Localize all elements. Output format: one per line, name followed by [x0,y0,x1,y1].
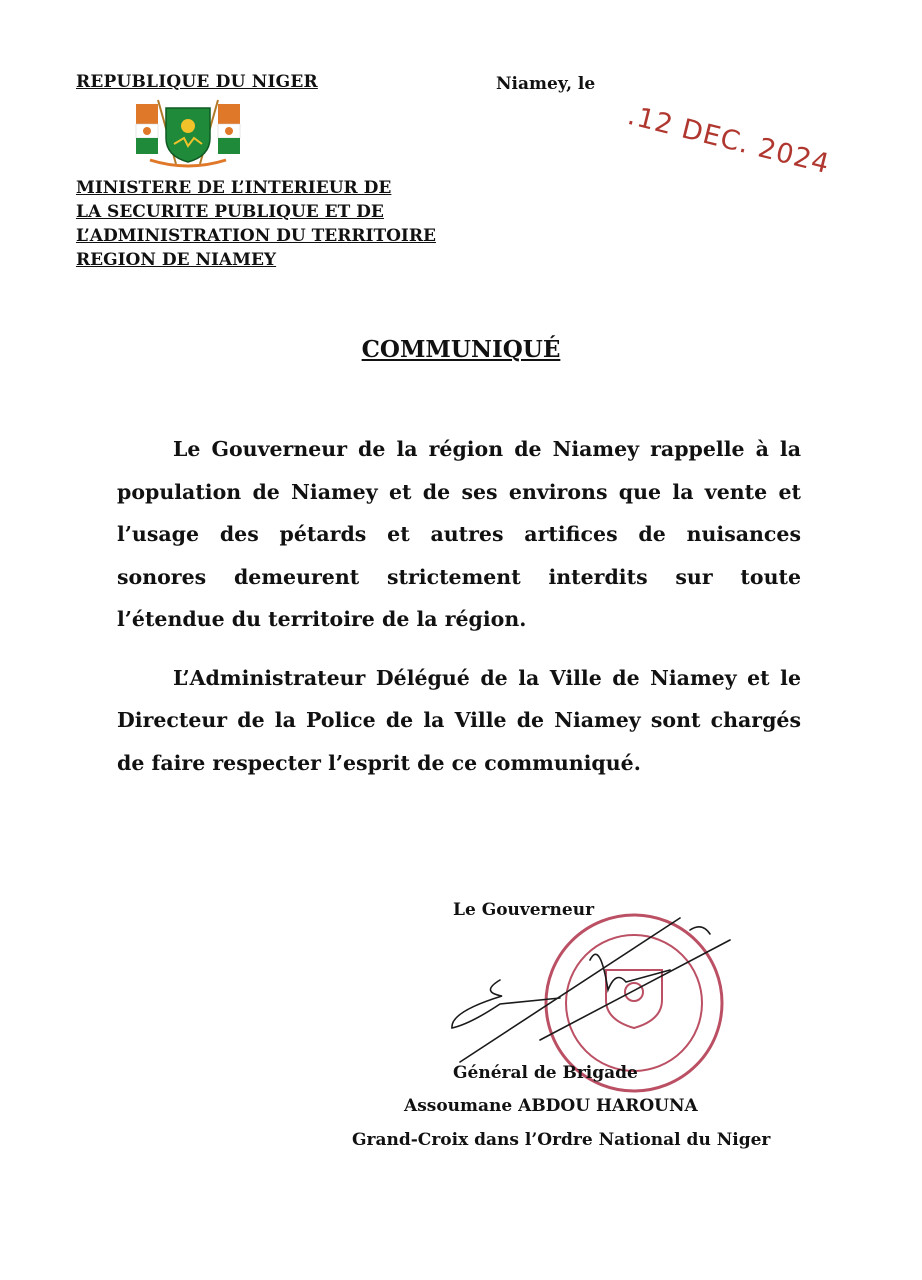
signatory-title: Le Gouverneur [453,900,595,920]
ministry-header [76,176,436,272]
signatory-name: Assoumane ABDOU HAROUNA [404,1096,698,1116]
body-paragraph: Le Gouverneur de la région de Niamey rappelle à la population de Niamey et de ses environs que la vente et l’usage des pétards et autres artifices de nuisances sonores demeurent strictement interdits sur toute l’étendue du territoire de la région. [117,437,801,631]
signatory-distinction: Grand-Croix dans l’Ordre National du Niger [352,1130,771,1150]
document-title [0,336,922,363]
coat-of-arms-icon [128,98,248,170]
handwritten-signature-icon [440,900,740,1070]
stamped-date: .12 DEC. 2024 [624,100,833,181]
republic-title: REPUBLIQUE DU NIGER [76,72,318,92]
communique-body [117,428,801,784]
ministry-line: REGION DE NIAMEY [76,250,277,270]
ministry-line: LA SECURITE PUBLIQUE ET DE [76,202,384,222]
ministry-line: MINISTERE DE L’INTERIEUR DE [76,178,392,198]
signatory-rank: Général de Brigade [453,1063,638,1083]
body-paragraph: L’Administrateur Délégué de la Ville de Niamey et le Directeur de la Police de la Ville de Niamey sont chargés de faire respecter l’esprit de ce communiqué. [117,665,801,775]
ministry-line: L’ADMINISTRATION DU TERRITOIRE [76,226,436,246]
republic-header [76,72,318,92]
place-date: Niamey, le [496,74,596,94]
title-text: COMMUNIQUÉ [361,336,561,363]
